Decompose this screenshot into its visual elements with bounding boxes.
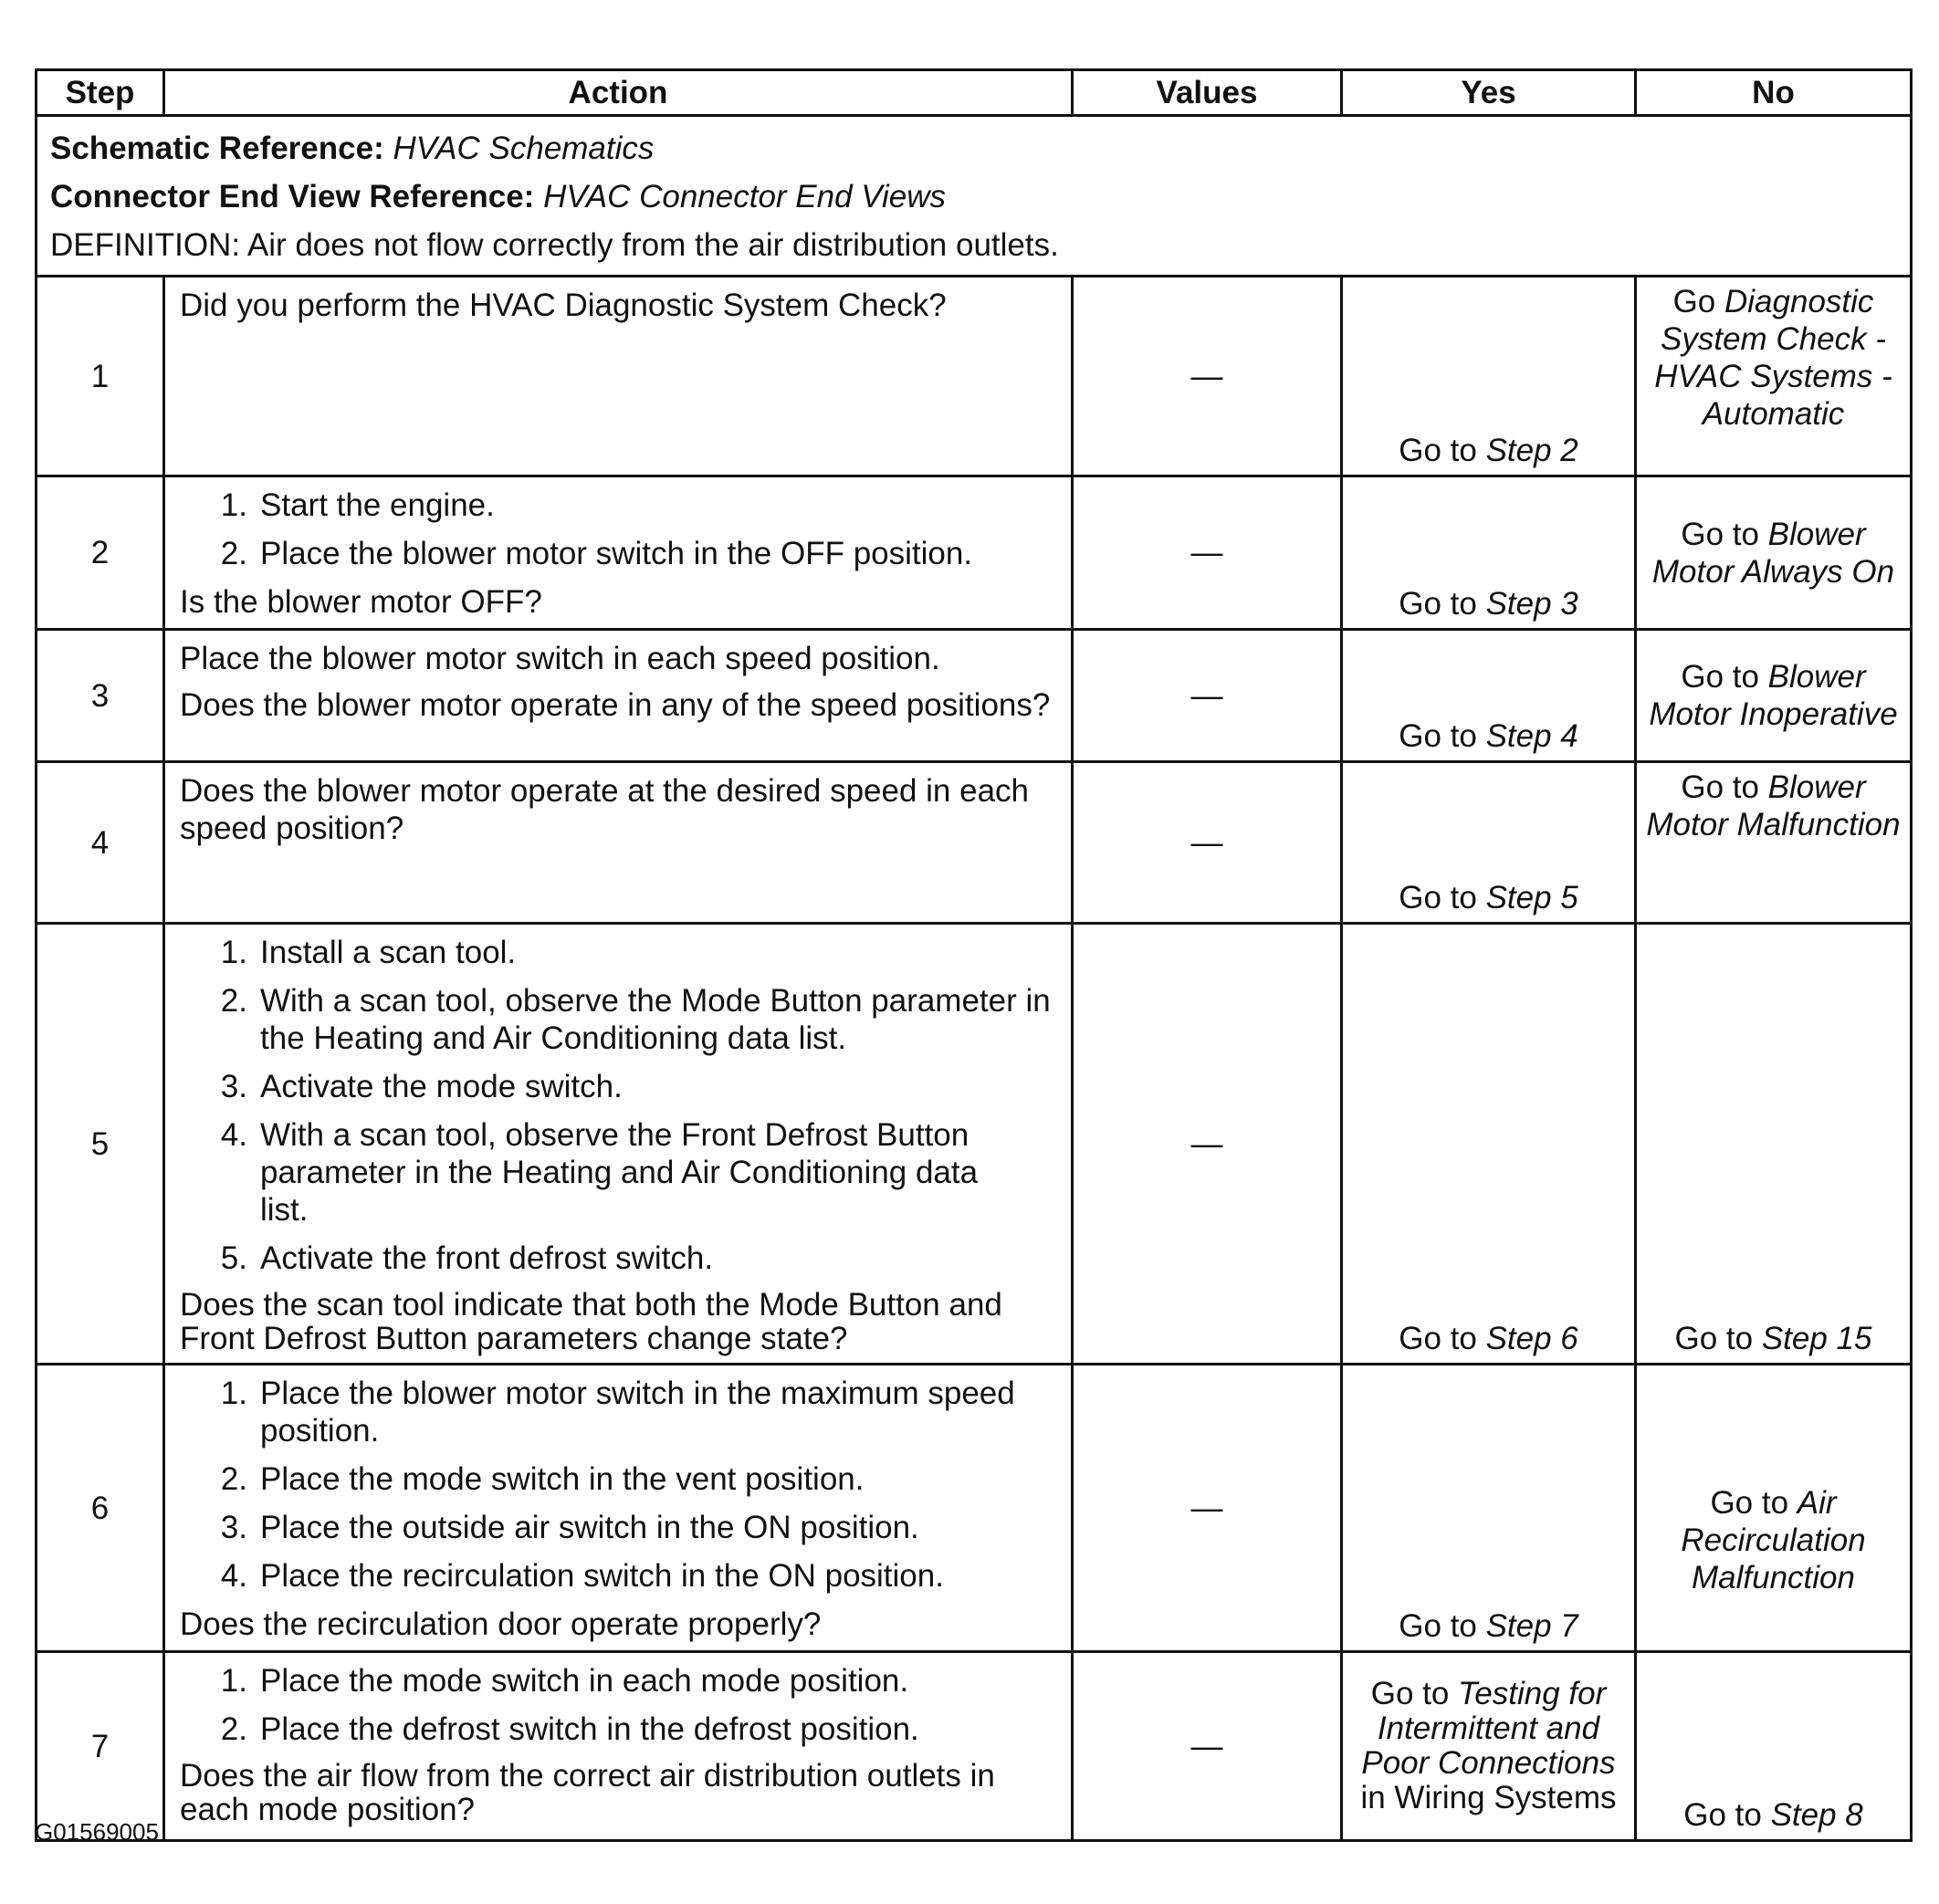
reference-row bbox=[37, 116, 1912, 277]
list-item: 2. Place the defrost switch in the defrost position. bbox=[220, 1711, 919, 1747]
no-link[interactable]: Step 15 bbox=[1761, 1321, 1872, 1356]
no-link[interactable]: Diagnostic System Check - HVAC Systems - Automatic bbox=[1654, 284, 1892, 432]
header-no: No bbox=[1636, 70, 1912, 116]
table-row bbox=[37, 630, 1912, 762]
step-no: Go Diagnostic System Check - HVAC Systems - Automatic bbox=[1636, 277, 1912, 476]
yes-link[interactable]: Step 5 bbox=[1485, 880, 1578, 915]
step-yes: Go to Step 3 bbox=[1342, 476, 1636, 630]
list-item: 5. Activate the front defrost switch. bbox=[220, 1240, 714, 1276]
step-number: 2 bbox=[37, 476, 164, 630]
step-question: Did you perform the HVAC Diagnostic System Check? bbox=[180, 288, 947, 323]
step-question: Does the blower motor operate at the desired speed in each speed position? bbox=[180, 773, 1030, 846]
step-action bbox=[164, 924, 1073, 1365]
step-question: Does the blower motor operate in any of the speed positions? bbox=[180, 687, 1051, 723]
reference-cell bbox=[37, 116, 1912, 277]
list-item: 3. Activate the mode switch. bbox=[220, 1069, 623, 1104]
header-yes: Yes bbox=[1342, 70, 1636, 116]
list-item: 1. Place the mode switch in each mode position. bbox=[220, 1663, 909, 1699]
schematic-reference-link[interactable]: HVAC Schematics bbox=[393, 131, 655, 166]
no-link[interactable]: Step 8 bbox=[1770, 1797, 1863, 1833]
step-question: Does the scan tool indicate that both the Mode Button and Front Defrost Button parameters change state? bbox=[180, 1287, 1002, 1356]
connector-reference: Connector End View Reference: HVAC Connector End Views bbox=[50, 179, 947, 214]
step-question: Does the recirculation door operate properly? bbox=[180, 1606, 822, 1642]
step-number: 7 bbox=[37, 1652, 164, 1841]
yes-link[interactable]: Step 3 bbox=[1485, 586, 1578, 622]
yes-link[interactable]: Step 7 bbox=[1485, 1608, 1578, 1644]
step-value: — bbox=[1073, 762, 1342, 924]
step-number: 1 bbox=[37, 277, 164, 476]
yes-link[interactable]: Step 4 bbox=[1485, 718, 1578, 754]
step-value: — bbox=[1073, 1365, 1342, 1652]
step-value: — bbox=[1073, 277, 1342, 476]
list-item: 2. Place the mode switch in the vent position. bbox=[220, 1461, 865, 1497]
no-link[interactable]: Blower Motor Inoperative bbox=[1649, 659, 1898, 732]
step-value: — bbox=[1073, 630, 1342, 762]
step-action bbox=[164, 277, 1073, 476]
step-no: Go to Blower Motor Malfunction bbox=[1636, 762, 1912, 924]
step-number: 4 bbox=[37, 762, 164, 924]
step-action bbox=[164, 1652, 1073, 1841]
step-number: 6 bbox=[37, 1365, 164, 1652]
step-question: Is the blower motor OFF? bbox=[180, 584, 542, 620]
step-action bbox=[164, 762, 1073, 924]
yes-link[interactable]: Testing for Intermittent and Poor Connections bbox=[1361, 1676, 1616, 1781]
step-yes: Go to Step 4 bbox=[1342, 630, 1636, 762]
header-step: Step bbox=[37, 70, 164, 116]
list-item: 1. Place the blower motor switch in the maximum speed position. bbox=[220, 1376, 1015, 1449]
step-list bbox=[180, 1662, 1062, 1748]
list-item: 2. Place the blower motor switch in the OFF position. bbox=[220, 536, 973, 571]
step-no: Go to Blower Motor Always On bbox=[1636, 476, 1912, 630]
table-row bbox=[37, 762, 1912, 924]
step-no: Go to Blower Motor Inoperative bbox=[1636, 630, 1912, 762]
step-no: Go to Step 8 bbox=[1636, 1652, 1912, 1841]
list-item: 1. Start the engine. bbox=[220, 487, 495, 523]
step-no: Go to Air Recirculation Malfunction bbox=[1636, 1365, 1912, 1652]
table-row bbox=[37, 1652, 1912, 1841]
table-row bbox=[37, 1365, 1912, 1652]
step-list bbox=[180, 486, 1062, 572]
yes-link[interactable]: Step 6 bbox=[1485, 1321, 1578, 1356]
figure-id: G01569005 bbox=[35, 1818, 159, 1846]
step-number: 3 bbox=[37, 630, 164, 762]
header-values: Values bbox=[1073, 70, 1342, 116]
table-row bbox=[37, 277, 1912, 476]
header-action: Action bbox=[164, 70, 1073, 116]
step-action bbox=[164, 1365, 1073, 1652]
list-item: 4. Place the recirculation switch in the ON position. bbox=[220, 1558, 944, 1594]
header-row bbox=[37, 70, 1912, 116]
table-row bbox=[37, 476, 1912, 630]
step-action bbox=[164, 630, 1073, 762]
schematic-reference: Schematic Reference: HVAC Schematics bbox=[50, 131, 655, 166]
connector-reference-link[interactable]: HVAC Connector End Views bbox=[543, 179, 947, 214]
step-no: Go to Step 15 bbox=[1636, 924, 1912, 1365]
step-action bbox=[164, 476, 1073, 630]
step-list bbox=[180, 934, 1062, 1277]
step-value: — bbox=[1073, 476, 1342, 630]
step-yes: Go to Step 6 bbox=[1342, 924, 1636, 1365]
list-item: 4. With a scan tool, observe the Front Defrost Button parameter in the Heating and Air Conditioning data list. bbox=[220, 1117, 979, 1228]
definition-text: DEFINITION: Air does not flow correctly from the air distribution outlets. bbox=[50, 227, 1059, 263]
step-yes: Go to Step 2 bbox=[1342, 277, 1636, 476]
table-row bbox=[37, 924, 1912, 1365]
step-number: 5 bbox=[37, 924, 164, 1365]
list-item: 3. Place the outside air switch in the ON position. bbox=[220, 1510, 919, 1545]
step-yes: Go to Step 7 bbox=[1342, 1365, 1636, 1652]
step-intro: Place the blower motor switch in each speed position. bbox=[180, 641, 940, 676]
diagnostic-table bbox=[35, 68, 1913, 1842]
list-item: 1. Install a scan tool. bbox=[220, 935, 517, 970]
list-item: 2. With a scan tool, observe the Mode Button parameter in the Heating and Air Conditioning data list. bbox=[220, 983, 1051, 1056]
step-yes: Go to Testing for Intermittent and Poor Connections in Wiring Systems bbox=[1342, 1652, 1636, 1841]
yes-link[interactable]: Step 2 bbox=[1485, 433, 1578, 468]
step-value: — bbox=[1073, 1652, 1342, 1841]
step-question: Does the air flow from the correct air distribution outlets in each mode position? bbox=[180, 1758, 995, 1827]
no-link[interactable]: Air Recirculation Malfunction bbox=[1681, 1485, 1866, 1595]
no-link[interactable]: Blower Motor Always On bbox=[1651, 516, 1895, 590]
step-yes: Go to Step 5 bbox=[1342, 762, 1636, 924]
step-list bbox=[180, 1375, 1062, 1595]
step-value: — bbox=[1073, 924, 1342, 1365]
no-link[interactable]: Blower Motor Malfunction bbox=[1646, 769, 1901, 842]
